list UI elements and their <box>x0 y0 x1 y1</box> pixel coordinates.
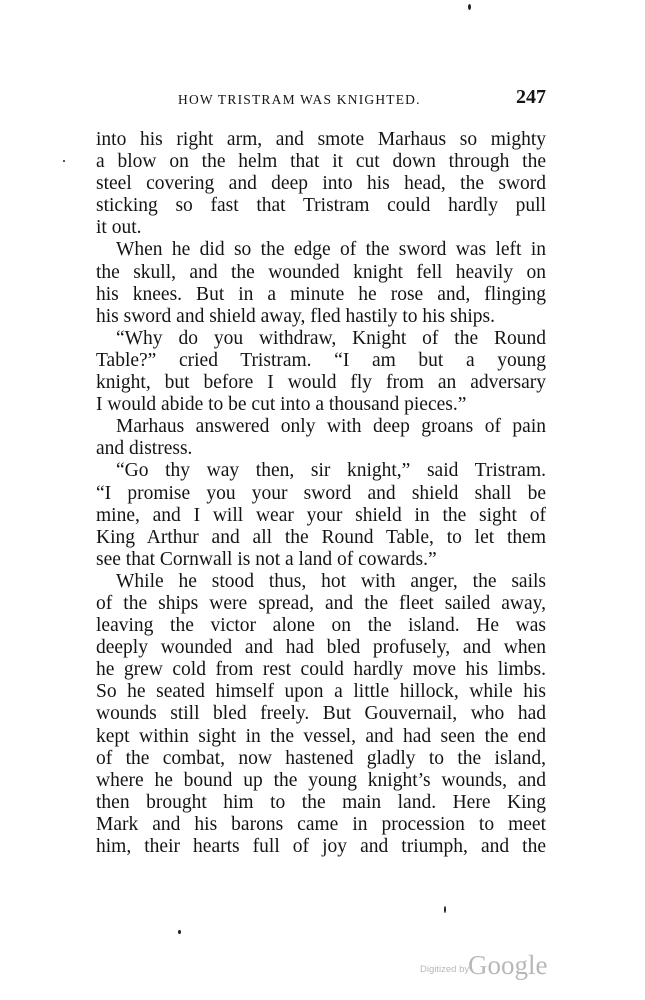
text-line: “I promise you your sword and shield shall be <box>96 482 546 504</box>
text-line: While he stood thus, hot with anger, the sails <box>116 570 546 592</box>
google-logo: Google <box>468 950 548 980</box>
text-line: leaving the victor alone on the island. He was <box>96 615 546 637</box>
scan-speck <box>63 160 65 162</box>
text-line: see that Cornwall is not a land of cowards.” <box>96 548 437 570</box>
page-number: 247 <box>516 86 546 108</box>
scan-speck <box>444 906 446 913</box>
text-line: I would abide to be cut into a thousand pieces.” <box>96 394 467 416</box>
scan-speck <box>468 4 471 10</box>
text-line: he grew cold from rest could hardly move his limbs. <box>96 659 546 681</box>
text-line: King Arthur and all the Round Table, to let them <box>96 526 546 548</box>
text-line: Mark and his barons came in procession to meet <box>96 813 546 835</box>
text-line: into his right arm, and smote Marhaus so mighty <box>96 129 546 150</box>
scan-speck <box>178 930 181 934</box>
text-line: deeply wounded and had bled profusely, and when <box>96 637 546 659</box>
text-line: Marhaus answered only with deep groans of pain <box>116 416 546 438</box>
text-line: Table?” cried Tristram. “I am but a young <box>96 349 546 371</box>
text-line: sticking so fast that Tristram could hardly pull <box>96 195 546 217</box>
running-title: HOW TRISTRAM WAS KNIGHTED. <box>178 92 421 107</box>
text-line: then brought him to the main land. Here King <box>96 791 546 813</box>
text-line: So he seated himself upon a little hillock, while his <box>96 681 546 703</box>
watermark-prefix: Digitized by <box>420 964 470 975</box>
text-line: his sword and shield away, fled hastily to his ships. <box>96 305 495 327</box>
body-text <box>96 129 546 858</box>
text-line: him, their hearts full of joy and triumph, and the <box>96 836 546 857</box>
text-line: the skull, and the wounded knight fell heavily on <box>96 261 546 283</box>
text-line: a blow on the helm that it cut down through the <box>96 151 546 173</box>
text-line: wounds still bled freely. But Gouvernail, who had <box>96 703 546 725</box>
text-line: and distress. <box>96 438 193 460</box>
text-line: steel covering and deep into his head, the sword <box>96 173 546 195</box>
text-line: When he did so the edge of the sword was left in <box>116 239 546 261</box>
text-line: where he bound up the young knight’s wounds, and <box>96 769 546 791</box>
text-line: of the combat, now hastened gladly to the island, <box>96 747 546 769</box>
text-line: knight, but before I would fly from an adversary <box>96 372 546 394</box>
text-line: “Why do you withdraw, Knight of the Round <box>116 327 546 349</box>
text-line: mine, and I will wear your shield in the sight of <box>96 504 546 526</box>
digitized-watermark <box>420 950 548 984</box>
text-line: his knees. But in a minute he rose and, flinging <box>96 283 546 305</box>
text-line: “Go thy way then, sir knight,” said Tristram. <box>116 460 546 482</box>
text-line: it out. <box>96 217 142 239</box>
text-line: kept within sight in the vessel, and had seen the end <box>96 725 546 747</box>
text-line: of the ships were spread, and the fleet sailed away, <box>96 592 546 614</box>
running-head <box>96 86 546 112</box>
